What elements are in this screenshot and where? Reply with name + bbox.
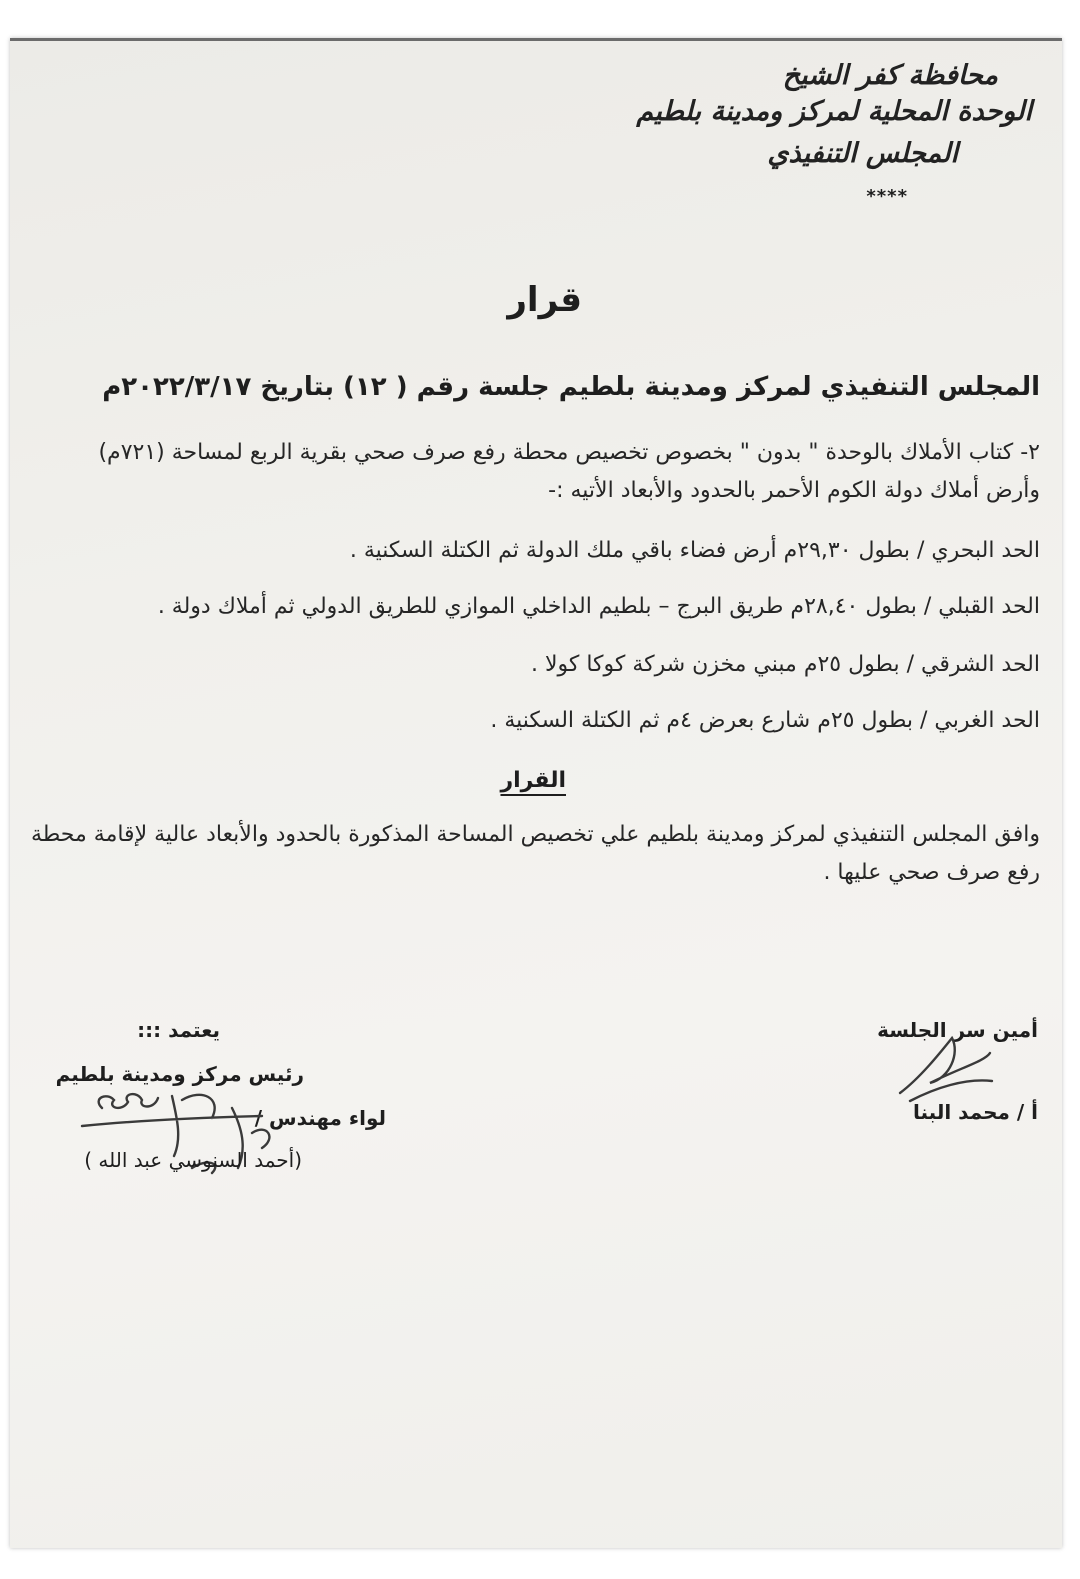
header-council: المجلس التنفيذي xyxy=(767,138,958,169)
header-governorate: محافظة كفر الشيخ xyxy=(782,60,998,91)
header-local-unit: الوحدة المحلية لمركز ومدينة بلطيم xyxy=(636,96,1032,127)
document-title: قرار xyxy=(507,280,582,320)
decision-line-2: رفع صرف صحي عليها . xyxy=(823,860,1040,885)
document-page xyxy=(10,38,1062,1548)
session-line: المجلس التنفيذي لمركز ومدينة بلطيم جلسة رقم ( ١٢) بتاريخ ٢٠٢٢/٣/١٧م xyxy=(102,372,1040,402)
boundary-north: الحد البحري / بطول ٢٩,٣٠م أرض فضاء باقي ملك الدولة ثم الكتلة السكنية . xyxy=(349,538,1040,563)
decision-line-1: وافق المجلس التنفيذي لمركز ومدينة بلطيم علي تخصيص المساحة المذكورة بالحدود والأبعاد عالية لإقامة محطة xyxy=(30,822,1040,847)
boundary-east: الحد الشرقي / بطول ٢٥م مبني مخزن شركة كوكا كولا . xyxy=(530,652,1040,677)
header-stars: **** xyxy=(866,186,908,207)
page-top-edge xyxy=(10,38,1062,41)
secretary-name: أ / محمد البنا xyxy=(912,1100,1038,1124)
item-line-2: وأرض أملاك دولة الكوم الأحمر بالحدود والأبعاد الأتيه :- xyxy=(548,478,1040,503)
approval-label: يعتمد ::: xyxy=(137,1018,220,1042)
decision-heading: القرار xyxy=(500,768,566,793)
item-line-1: ٢- كتاب الأملاك بالوحدة " بدون " بخصوص تخصيص محطة رفع صرف صحي بقرية الربع لمساحة (٧٢١م) xyxy=(98,440,1040,465)
boundary-south: الحد القبلي / بطول ٢٨,٤٠م طريق البرج – بلطيم الداخلي الموازي للطريق الدولي ثم أملاك دولة . xyxy=(157,594,1040,619)
head-title: رئيس مركز ومدينة بلطيم xyxy=(55,1062,304,1086)
head-name: (أحمد السنوسي عبد الله ) xyxy=(84,1148,302,1172)
secretary-title: أمين سر الجلسة xyxy=(877,1018,1038,1042)
head-rank: لواء مهندس / xyxy=(254,1106,386,1130)
boundary-west: الحد الغربي / بطول ٢٥م شارع بعرض ٤م ثم الكتلة السكنية . xyxy=(490,708,1040,733)
